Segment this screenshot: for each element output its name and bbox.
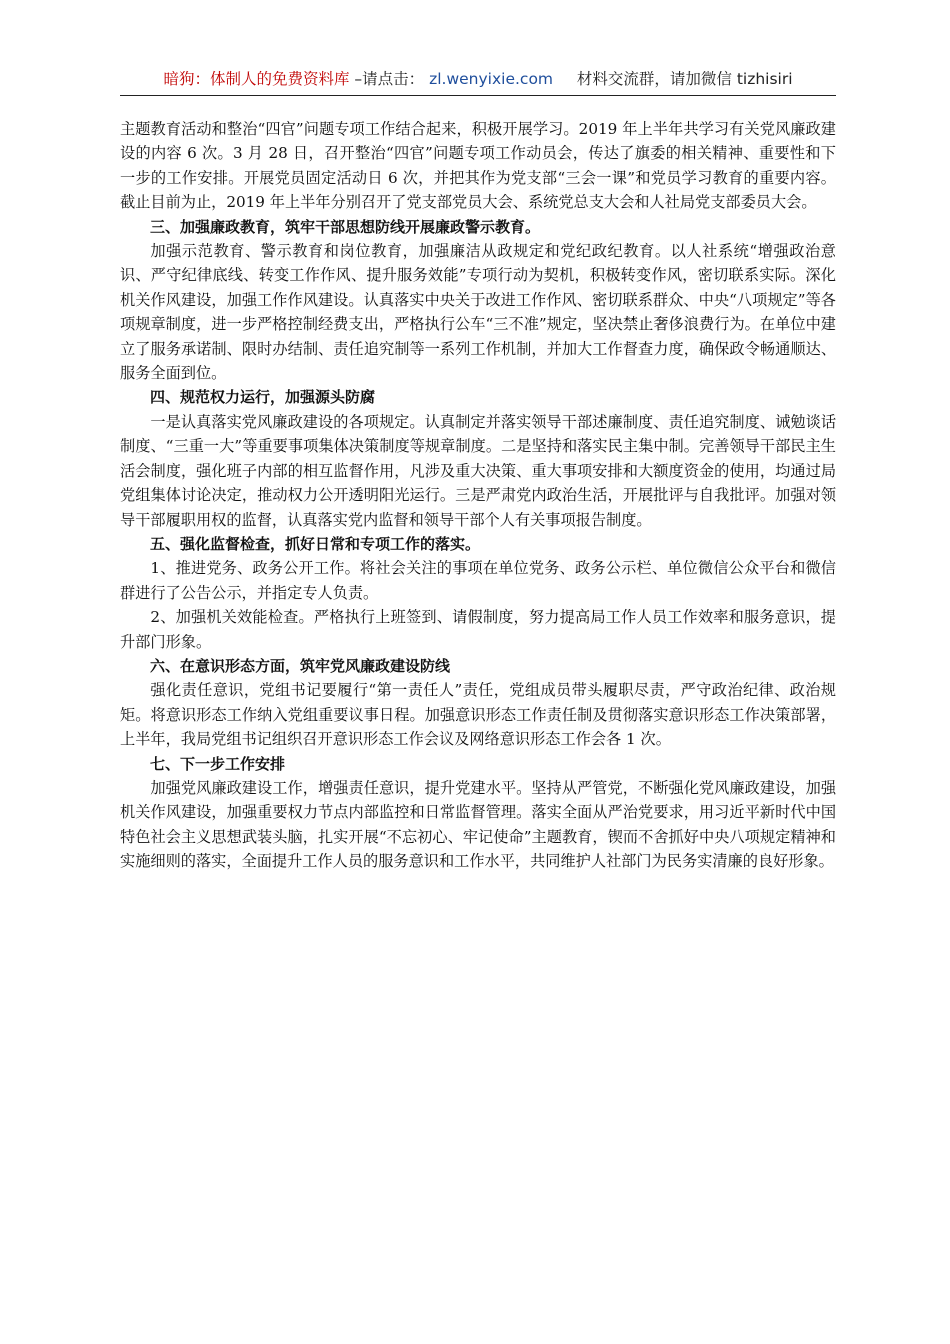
section-5-item-2: 2、加强机关效能检查。严格执行上班签到、请假制度，努力提高局工作人员工作效率和服务意识，提升部门形象。 <box>120 608 836 651</box>
header-divider <box>120 95 836 96</box>
header-brand: 暗狗：体制人的免费资料库 <box>163 70 350 88</box>
section-3-paragraph-1: 加强示范教育、警示教育和岗位教育，加强廉洁从政规定和党纪政纪教育。以人社系统“增强政治意识、严守纪律底线、转变工作作风、提升服务效能”专项行动为契机，积极转变作风，密切联系实际。深化机关作风建设，加强工作作风建设。认真落实中央关于改进工作作风、密切联系群众、中央“八项规定”等各项规章制度，进一步严格控制经费支出，严格执行公车“三不准”规定，坚决禁止奢侈浪费行为。在单位中建立了服务承诺制、限时办结制、责任追究制等一系列工作机制，并加大工作督查力度，确保政令畅通顺达、服务全面到位。 <box>120 242 836 383</box>
section-heading-7: 七、下一步工作安排 <box>150 754 286 773</box>
header-link-prompt: –请点击： <box>354 70 425 88</box>
section-heading-6: 六、在意识形态方面，筑牢党风廉政建设防线 <box>150 656 451 675</box>
section-6-paragraph-1: 强化责任意识，党组书记要履行“第一责任人”责任，党组成员带头履职尽责，严守政治纪律、政治规矩。将意识形态工作纳入党组重要议事日程。加强意识形态工作责任制及贯彻落实意识形态工作决策部署，上半年，我局党组书记组织召开意识形态工作会议及网络意识形态工作会各 1 次。 <box>120 681 836 749</box>
section-heading-3: 三、加强廉政教育，筑牢干部思想防线开展廉政警示教育。 <box>150 217 541 236</box>
section-4-paragraph-1: 一是认真落实党风廉政建设的各项规定。认真制定并落实领导干部述廉制度、责任追究制度、诫勉谈话制度、“三重一大”等重要事项集体决策制度等规章制度。二是坚持和落实民主集中制。完善领导干部民主生活会制度，强化班子内部的相互监督作用，凡涉及重大决策、重大事项安排和大额度资金的使用，均通过局党组集体讨论决定，推动权力公开透明阳光运行。三是严肃党内政治生活，开展批评与自我批评。加强对领导干部履职用权的监督，认真落实党内监督和领导干部个人有关事项报告制度。 <box>120 412 836 529</box>
page-header <box>120 68 836 90</box>
intro-paragraph: 主题教育活动和整治“四官”问题专项工作结合起来，积极开展学习。2019 年上半年共学习有关党风廉政建设的内容 6 次。3 月 28 日，召开整治“四官”问题专项工作动员会，传达了旗委的相关精神、重要性和下一步的工作安排。开展党员固定活动日 6 次，并把其作为党支部“三会一课”和党员学习教育的重要内容。截止目前为止，2019 年上半年分别召开了党支部党员大会、系统党总支大会和人社局党支部委员大会。 <box>120 120 836 212</box>
header-wechat-note: 材料交流群，请加微信 tizhisiri <box>576 70 793 88</box>
section-7-paragraph-1: 加强党风廉政建设工作，增强责任意识，提升党建水平。坚持从严管党，不断强化党风廉政建设，加强机关作风建设，加强重要权力节点内部监控和日常监督管理。落实全面从严治党要求，用习近平新时代中国特色社会主义思想武装头脑，扎实开展“不忘初心、牢记使命”主题教育，锲而不舍抓好中央八项规定精神和实施细则的落实，全面提升工作人员的服务意识和工作水平，共同维护人社部门为民务实清廉的良好形象。 <box>120 778 836 871</box>
header-url-link[interactable]: zl.wenyixie.com <box>429 70 554 88</box>
section-5-item-1: 1、推进党务、政务公开工作。将社会关注的事项在单位党务、政务公示栏、单位微信公众平台和微信群进行了公告公示，并指定专人负责。 <box>120 559 836 602</box>
section-heading-5: 五、强化监督检查，抓好日常和专项工作的落实。 <box>150 534 481 553</box>
document-body <box>120 117 836 874</box>
section-heading-4: 四、规范权力运行，加强源头防腐 <box>150 388 376 407</box>
